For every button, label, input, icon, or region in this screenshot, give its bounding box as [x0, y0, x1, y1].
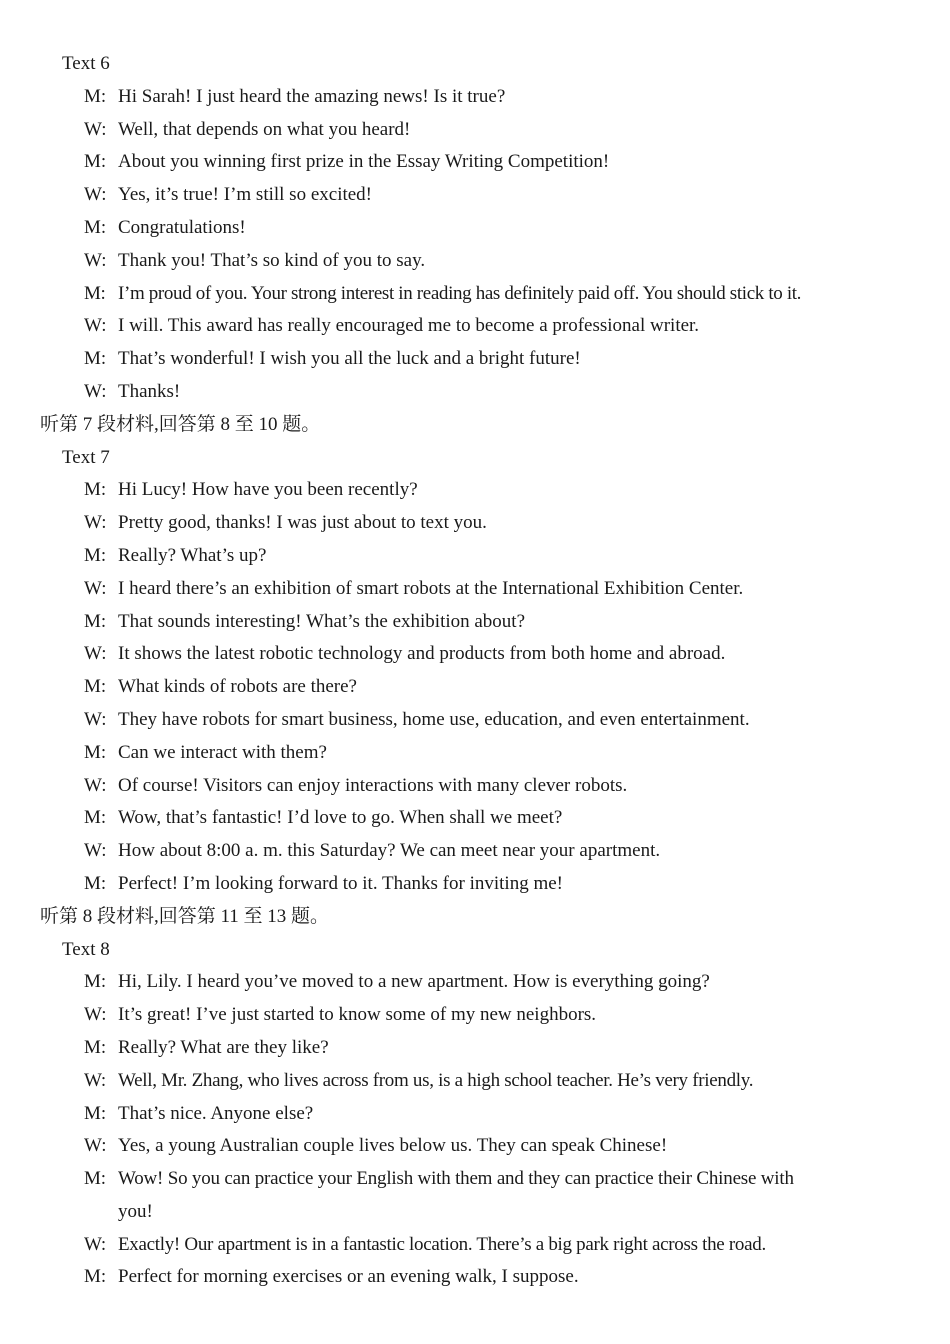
utterance: Perfect for morning exercises or an evening walk, I suppose.: [118, 1266, 579, 1288]
speaker: W:: [84, 315, 107, 337]
dialogue-line: [0, 802, 950, 835]
utterance: Hi, Lily. I heard you’ve moved to a new apartment. How is everything going?: [118, 971, 710, 993]
text-title: Text 7: [62, 446, 110, 468]
speaker: M:: [84, 151, 107, 173]
dialogue-line: [0, 146, 950, 179]
speaker: W:: [84, 118, 107, 140]
utterance: Well, Mr. Zhang, who lives across from us, is a high school teacher. He’s very friendly.: [118, 1069, 754, 1091]
dialogue-line: [0, 671, 950, 704]
speaker: W:: [84, 1069, 106, 1091]
utterance: Yes, it’s true! I’m still so excited!: [118, 184, 373, 206]
dialogue-line: [0, 507, 950, 540]
utterance: Wow, that’s fantastic! I’d love to go. When shall we meet?: [118, 807, 563, 829]
speaker: M:: [84, 807, 107, 829]
speaker: M:: [84, 216, 107, 238]
utterance: Yes, a young Australian couple lives below us. They can speak Chinese!: [118, 1135, 668, 1157]
utterance: Perfect! I’m looking forward to it. Thanks for inviting me!: [118, 872, 563, 894]
dialogue-line: [0, 1065, 950, 1098]
dialogue-line: [0, 278, 950, 311]
speaker: W:: [84, 184, 107, 206]
speaker: M:: [84, 544, 107, 566]
utterance: Thank you! That’s so kind of you to say.: [118, 249, 426, 271]
speaker: W:: [84, 708, 107, 730]
utterance: Wow! So you can practice your English with them and they can practice their Chinese with: [118, 1168, 794, 1190]
transcript-page: [0, 48, 950, 1294]
dialogue-line: [0, 474, 950, 507]
dialogue-line: [0, 999, 950, 1032]
utterance: Pretty good, thanks! I was just about to text you.: [118, 512, 487, 534]
speaker: W:: [84, 774, 107, 796]
speaker: M:: [84, 741, 107, 763]
dialogue-line: [0, 1163, 950, 1196]
utterance: Hi Lucy! How have you been recently?: [118, 479, 418, 501]
dialogue-line: [0, 343, 950, 376]
speaker: W:: [84, 1135, 107, 1157]
dialogue-line: [0, 310, 950, 343]
dialogue-line: [0, 737, 950, 770]
dialogue-line: [0, 868, 950, 901]
utterance: About you winning first prize in the Essay Writing Competition!: [118, 151, 610, 173]
dialogue-line: [0, 114, 950, 147]
dialogue-line: [0, 770, 950, 803]
section-heading: 听第 8 段材料,回答第 11 至 13 题。: [40, 905, 330, 927]
speaker: W:: [84, 380, 107, 402]
utterance: Can we interact with them?: [118, 741, 327, 763]
dialogue-line: [0, 212, 950, 245]
utterance: Exactly! Our apartment is in a fantastic location. There’s a big park right across the road.: [118, 1233, 766, 1255]
speaker: M:: [84, 872, 107, 894]
utterance: They have robots for smart business, home use, education, and even entertainment.: [118, 708, 750, 730]
speaker: M:: [84, 971, 107, 993]
utterance: It’s great! I’ve just started to know some of my new neighbors.: [118, 1004, 597, 1026]
speaker: W:: [84, 840, 107, 862]
utterance: That sounds interesting! What’s the exhibition about?: [118, 610, 526, 632]
utterance: Hi Sarah! I just heard the amazing news! Is it true?: [118, 85, 506, 107]
utterance: Congratulations!: [118, 216, 246, 238]
speaker: M:: [84, 348, 107, 370]
dialogue-line: [0, 1098, 950, 1131]
dialogue-line: [0, 835, 950, 868]
speaker: M:: [84, 85, 107, 107]
utterance: Really? What’s up?: [118, 544, 267, 566]
dialogue-line: [0, 1229, 950, 1262]
speaker: M:: [84, 282, 106, 304]
dialogue-line: [0, 1261, 950, 1294]
dialogue-line: [0, 179, 950, 212]
utterance: That’s nice. Anyone else?: [118, 1102, 314, 1124]
utterance: What kinds of robots are there?: [118, 676, 357, 698]
speaker: W:: [84, 1233, 106, 1255]
utterance: I’m proud of you. Your strong interest in reading has definitely paid off. You should stick to it.: [118, 282, 802, 304]
dialogue-line: [0, 540, 950, 573]
utterance: Really? What are they like?: [118, 1036, 329, 1058]
utterance: How about 8:00 a. m. this Saturday? We can meet near your apartment.: [118, 840, 661, 862]
speaker: M:: [84, 1168, 106, 1190]
dialogue-line: [0, 638, 950, 671]
text-title: Text 6: [62, 53, 110, 74]
dialogue-line: [0, 704, 950, 737]
utterance: That’s wonderful! I wish you all the luck and a bright future!: [118, 348, 581, 370]
speaker: W:: [84, 643, 107, 665]
dialogue-line: [0, 966, 950, 999]
speaker: M:: [84, 1102, 107, 1124]
utterance: Of course! Visitors can enjoy interactions with many clever robots.: [118, 774, 628, 796]
speaker: M:: [84, 1266, 107, 1288]
speaker: W:: [84, 1004, 107, 1026]
speaker: M:: [84, 479, 107, 501]
utterance: I heard there’s an exhibition of smart robots at the International Exhibition Center.: [118, 577, 744, 599]
speaker: W:: [84, 577, 107, 599]
dialogue-line: [0, 573, 950, 606]
text-title: Text 8: [62, 938, 110, 960]
speaker: M:: [84, 610, 107, 632]
speaker: M:: [84, 676, 107, 698]
dialogue-line: [0, 1130, 950, 1163]
speaker: M:: [84, 1036, 107, 1058]
speaker: W:: [84, 249, 107, 271]
dialogue-line: [0, 81, 950, 114]
section-heading: 听第 7 段材料,回答第 8 至 10 题。: [40, 413, 321, 435]
utterance: It shows the latest robotic technology and products from both home and abroad.: [118, 643, 726, 665]
dialogue-line: [0, 606, 950, 639]
dialogue-line: [0, 1032, 950, 1065]
speaker: W:: [84, 512, 107, 534]
utterance: I will. This award has really encouraged me to become a professional writer.: [118, 315, 700, 337]
utterance: Well, that depends on what you heard!: [118, 118, 411, 140]
dialogue-line: [0, 245, 950, 278]
dialogue-continuation: you!: [118, 1200, 153, 1222]
utterance: Thanks!: [118, 380, 181, 402]
dialogue-line: [0, 376, 950, 409]
